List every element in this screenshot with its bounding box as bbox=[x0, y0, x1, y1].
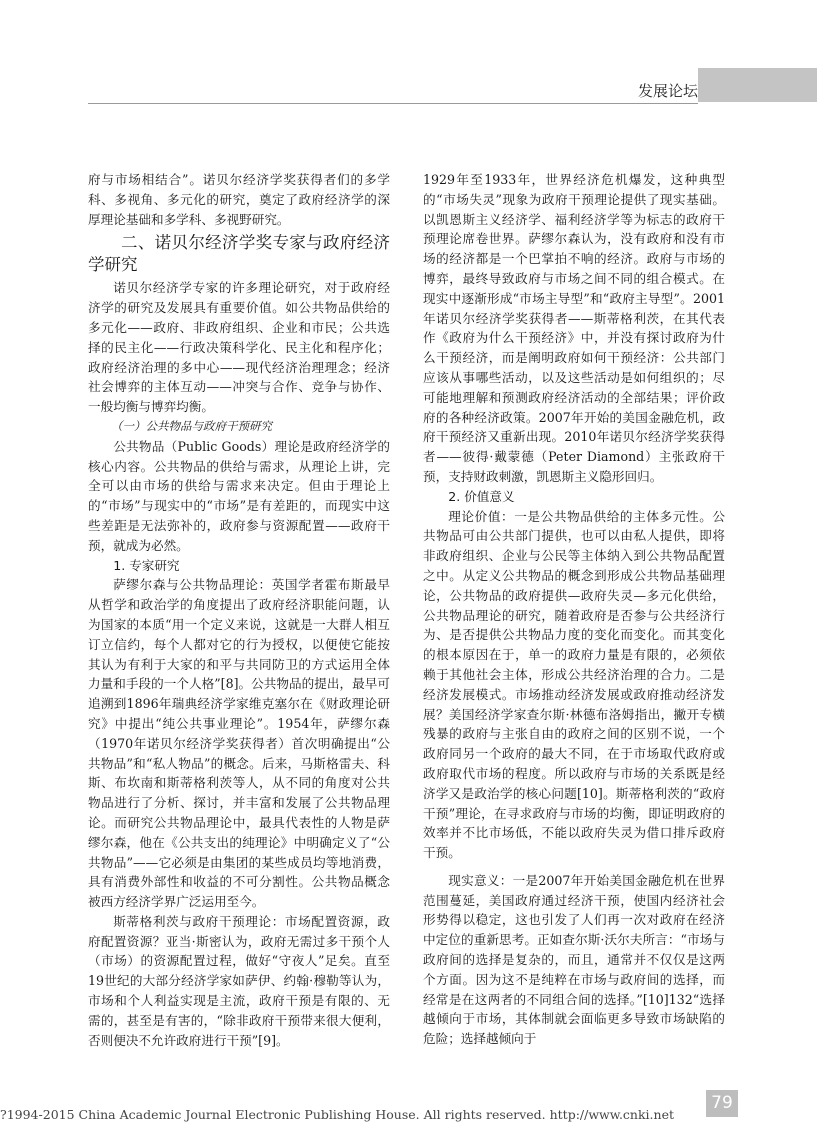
header-rule bbox=[88, 103, 698, 104]
body-paragraph: 府与市场相结合”。诺贝尔经济学奖获得者们的多学科、多视角、多元化的研究，奠定了政府经济学的深厚理论基础和多学科、多视野研究。 bbox=[88, 172, 390, 227]
subsection-heading: （一）公共物品与政府干预研究 bbox=[111, 418, 272, 433]
section-heading: 二、诺贝尔经济学奖专家与政府经济学研究 bbox=[88, 233, 390, 275]
page-number: 79 bbox=[706, 1090, 738, 1117]
header-decoration bbox=[698, 68, 817, 102]
left-column bbox=[88, 170, 390, 1050]
body-paragraph: 1929年至1933年，世界经济危机爆发，这种典型的“市场失灵”现象为政府干预理论提供了现实基础。以凯恩斯主义经济学、福利经济学等为标志的政府干预理论席卷世界。萨缪尔森认为，没有政府和没有市场的经济都是一个巴掌拍不响的经济。政府与市场的博弈，最终导致政府与市场之间不同的组合模式。在现实中逐渐形成“市场主导型”和“政府主导型”。2001年诺贝尔经济学奖获得者——斯蒂格利茨，在其代表作《政府为什么干预经济》中，并没有探讨政府为什么干预经济，而是阐明政府如何干预经济：公共部门应该从事哪些活动，以及这些活动是如何组织的；尽可能地理解和预测政府经济活动的全部结果；评价政府的各种经济政策。2007年开始的美国金融危机，政府干预经济又重新出现。2010年诺贝尔经济学奖获得者——彼得·戴蒙德（Peter Diamond）主张政府干预，支持财政刺激，凯恩斯主义隐形回归。 bbox=[423, 172, 725, 484]
body-paragraph: 诺贝尔经济学专家的许多理论研究，对于政府经济学的研究及发展具有重要价值。如公共物品供给的多元化——政府、非政府组织、企业和市民；公共选择的民主化——行政决策科学化、民主化和程序化；政府经济治理的多中心——现代经济治理理念；经济社会博弈的主体互动——冲突与合作、竞争与协作、一般均衡与博弈均衡。 bbox=[88, 280, 390, 415]
section-title: 发展论坛 bbox=[638, 82, 699, 100]
right-column bbox=[423, 170, 725, 1049]
body-paragraph: 理论价值：一是公共物品供给的主体多元性。公共物品可由公共部门提供，也可以由私人提供，即将非政府组织、企业与公民等主体纳入到公共物品配置之中。从定义公共物品的概念到形成公共物品基础理论，公共物品的政府提供—政府失灵—多元化供给，公共物品理论的研究，随着政府是否参与公共经济行为、是否提供公共物品力度的变化而变化。而其变化的根本原因在于，单一的政府力量是有限的，必须依赖于其他社会主体，形成公共经济治理的合力。二是经济发展模式。市场推动经济发展或政府推动经济发展？美国经济学家查尔斯·林德布洛姆指出，撇开专横残暴的政府与主张自由的政府之间的区别不说，一个政府同另一个政府的最大不同，在于市场取代政府或政府取代市场的程度。所以政府与市场的关系既是经济学又是政治学的核心问题[10]。斯蒂格利茨的“政府干预”理论，在寻求政府与市场的均衡，即证明政府的效率并不比市场低，不能以政府失灵为借口排斥政府干预。 bbox=[423, 508, 725, 861]
numbered-heading: 2. 价值意义 bbox=[448, 488, 515, 504]
body-paragraph: 萨缪尔森与公共物品理论：英国学者霍布斯最早从哲学和政治学的角度提出了政府经济职能问题，认为国家的本质“用一个定义来说，这就是一大群人相互订立信约，每个人都对它的行为授权，以便使它能按其认为有利于大家的和平与共同防卫的方式运用全体力量和手段的一个人格”[8]。公共物品的提出，最早可追溯到1896年瑞典经济学家维克塞尔在《财政理论研究》中提出“纯公共事业理论”。1954年，萨缪尔森（1970年诺贝尔经济学奖获得者）首次明确提出“公共物品”和“私人物品”的概念。后来，马斯格雷夫、科斯、布坎南和斯蒂格利茨等人，从不同的角度对公共物品进行了分析、探讨，并丰富和发展了公共物品理论。而研究公共物品理论中，最具代表性的人物是萨缪尔森，他在《公共支出的纯理论》中明确定义了“公共物品”——它必须是由集团的某些成员均等地消费，具有消费外部性和收益的不可分割性。公共物品概念被西方经济学界广泛运用至今。 bbox=[88, 577, 390, 910]
paragraph-gap bbox=[423, 863, 725, 871]
copyright-footer: ?1994-2015 China Academic Journal Electronic Publishing House. All rights reserved. http://www.cnki.net bbox=[0, 1107, 674, 1122]
body-paragraph: 公共物品（Public Goods）理论是政府经济学的核心内容。公共物品的供给与需求，从理论上讲，完全可以由市场的供给与需求来决定。但由于理论上的“市场”与现实中的“市场”是有差距的，而现实中这些差距是无法弥补的，政府参与资源配置——政府干预，就成为必然。 bbox=[88, 438, 390, 553]
body-paragraph: 斯蒂格利茨与政府干预理论：市场配置资源，政府配置资源？亚当·斯密认为，政府无需过多干预个人（市场）的资源配置过程，做好“守夜人”足矣。直至19世纪的大部分经济学家如萨伊、约翰·穆勒等认为，市场和个人利益实现是主流，政府干预是有限的、无需的，甚至是有害的，“除非政府干预带来很大便利，否则便决不允许政府进行干预”[9]。 bbox=[88, 913, 390, 1048]
numbered-heading: 1. 专家研究 bbox=[113, 557, 180, 573]
body-paragraph: 现实意义：一是2007年开始美国金融危机在世界范围蔓延，美国政府通过经济干预，使国内经济社会形势得以稳定，这也引发了人们再一次对政府在经济中定位的重新思考。正如查尔斯·沃尔夫所言：“市场与政府间的选择是复杂的，而且，通常并不仅仅是这两个方面。因为这不是纯粹在市场与政府间的选择，而经常是在这两者的不同组合间的选择。”[10]132“选择越倾向于市场，其体制就会面临更多导致市场缺陷的危险；选择越倾向于 bbox=[423, 872, 725, 1047]
